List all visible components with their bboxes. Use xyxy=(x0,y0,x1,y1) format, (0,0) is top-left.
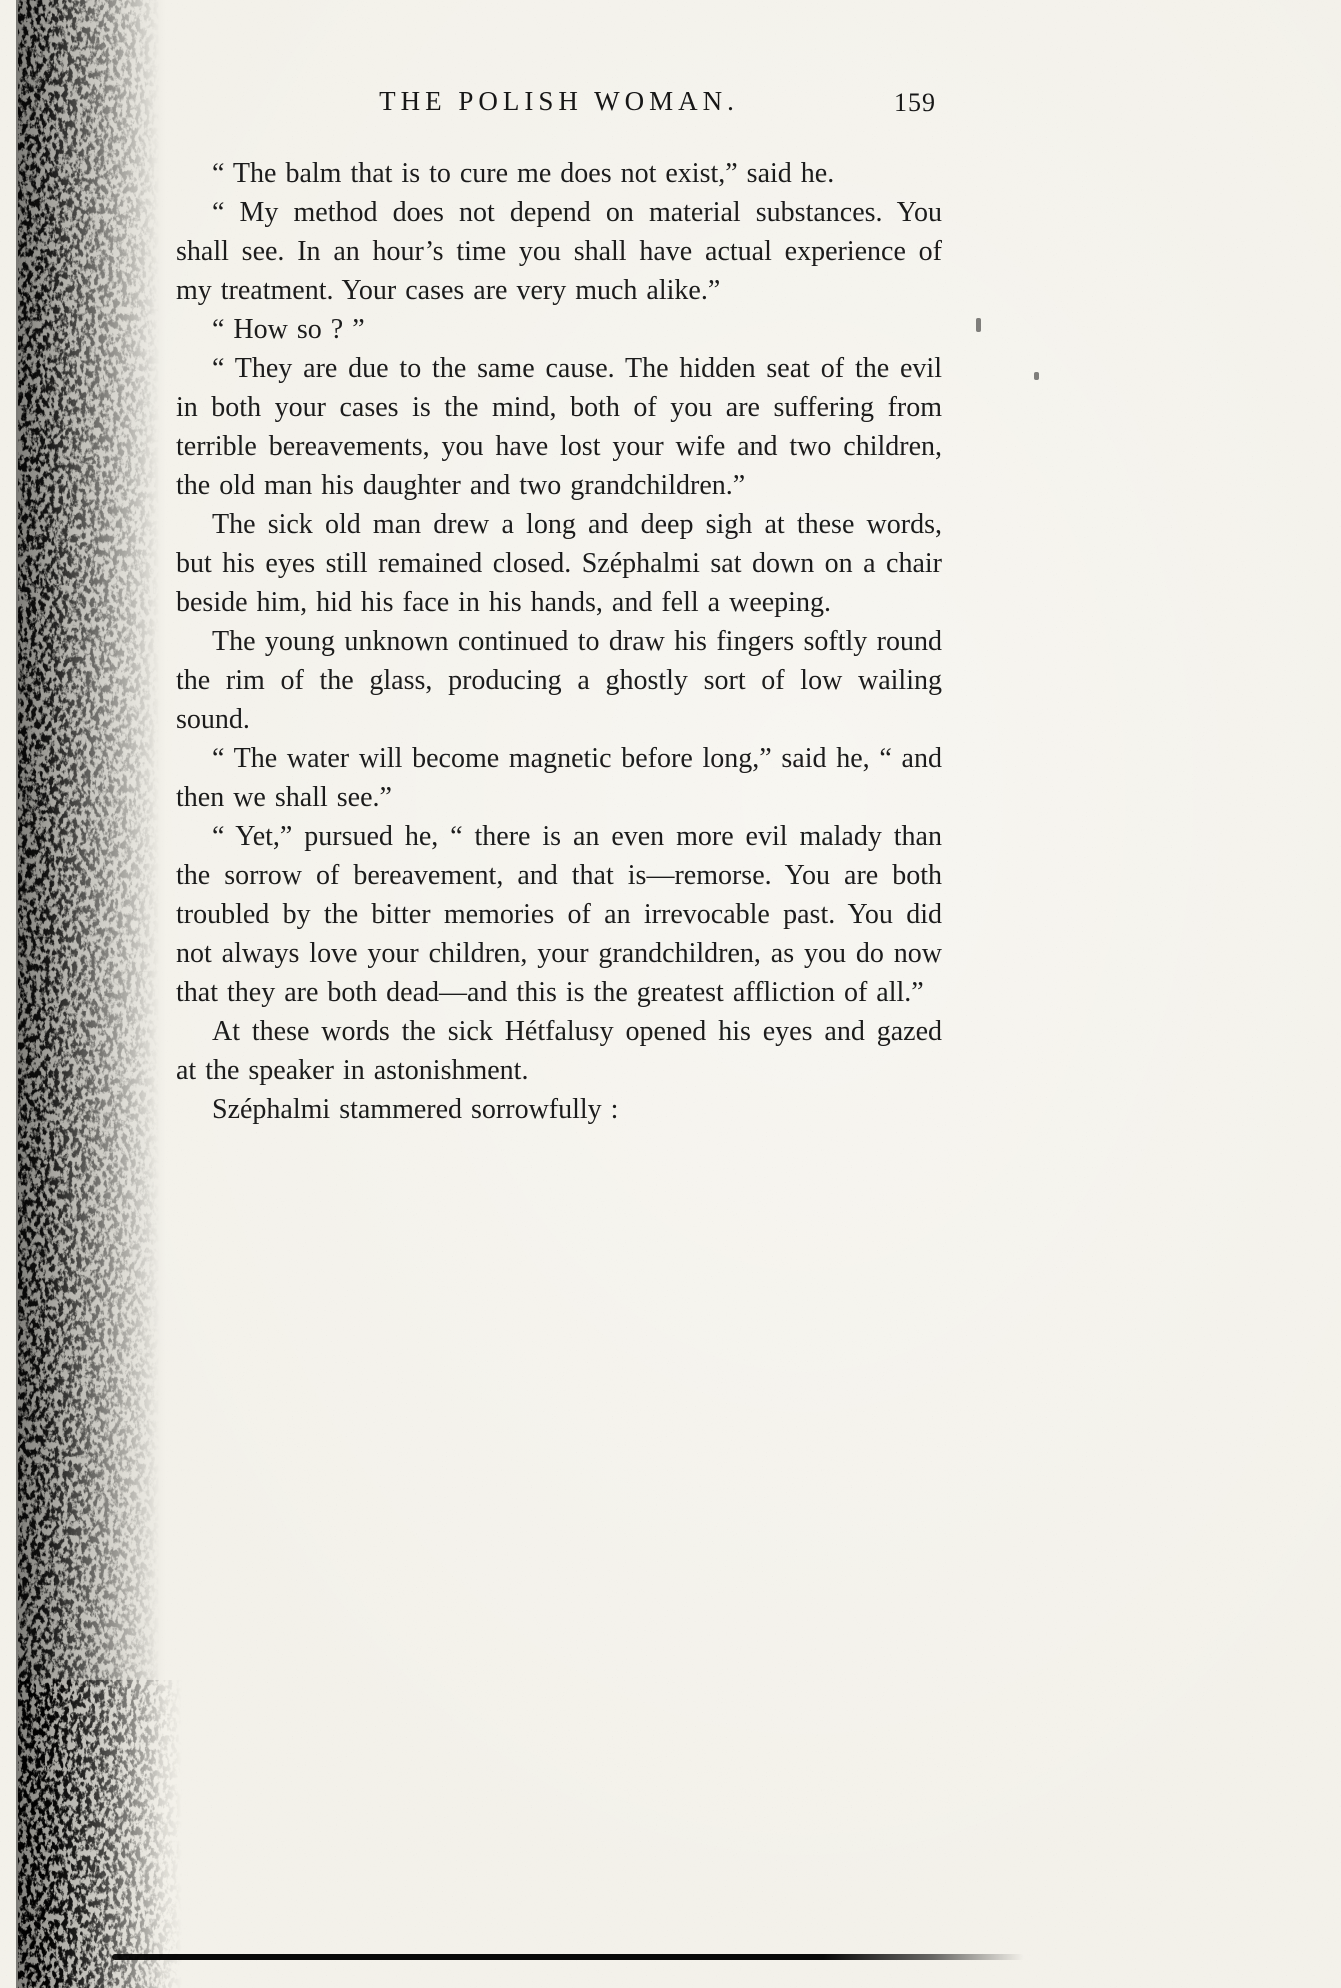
paragraph-10: Széphalmi stammered sorrowfully : xyxy=(212,1094,619,1125)
paragraph-8: “ Yet,” pursued he, “ there is an even more evil malady than the sorrow of bereavement, and that is—remorse. You are both troubled by the bitter memories of an irrevocable past. You did not always love your children, your grandchildren, as you do now that they are both dead—and this is the greatest affliction of all.” xyxy=(176,821,942,1008)
paragraph-5: The sick old man drew a long and deep sigh at these words, but his eyes still remained closed. Széphalmi sat down on a chair beside him, hid his face in his hands, and fell a weeping. xyxy=(176,509,942,618)
paragraph-7: “ The water will become magnetic before long,” said he, “ and then we shall see.” xyxy=(176,743,942,813)
page-content xyxy=(176,86,942,1129)
running-head xyxy=(176,86,942,128)
paragraph-4: “ They are due to the same cause. The hidden seat of the evil in both your cases is the mind, both of you are suffering from terrible bereavements, you have lost your wife and two children, the old man his daughter and two grandchildren.” xyxy=(176,353,942,501)
running-title: THE POLISH WOMAN. xyxy=(379,86,739,116)
paragraph-1: “ The balm that is to cure me does not exist,” said he. xyxy=(212,158,835,189)
paragraph-6: The young unknown continued to draw his fingers softly round the rim of the glass, producing a ghostly sort of low wailing sound. xyxy=(176,626,942,735)
page-number: 159 xyxy=(894,88,936,117)
paragraph-3: “ How so ? ” xyxy=(212,314,365,345)
bottom-scan-line xyxy=(112,1954,1024,1960)
paragraph-9: At these words the sick Hétfalusy opened his eyes and gazed at the speaker in astonishment. xyxy=(176,1016,942,1086)
text-block xyxy=(176,154,942,1129)
paragraph-2: “ My method does not depend on material substances. You shall see. In an hour’s time you shall have actual experience of my treatment. Your cases are very much alike.” xyxy=(176,197,942,306)
scan-artifact xyxy=(1034,372,1039,380)
scan-artifact xyxy=(976,318,981,332)
